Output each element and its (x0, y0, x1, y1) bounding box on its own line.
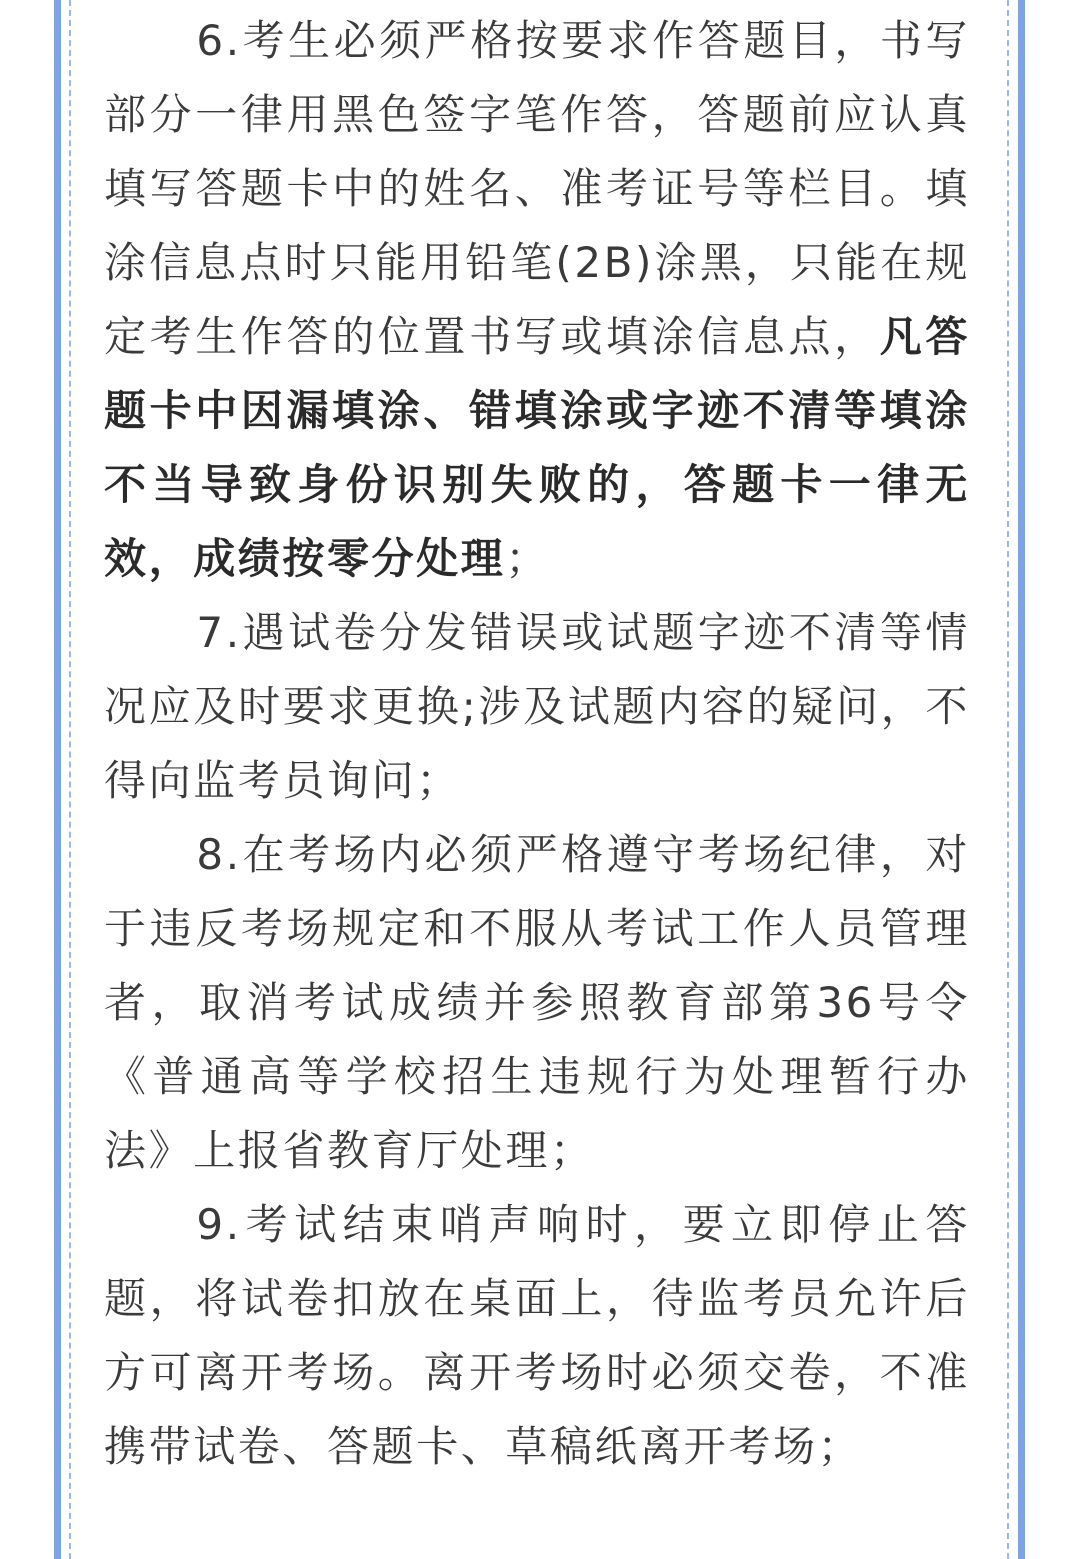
rule-6-text: 6.考生必须严格按要求作答题目，书写部分一律用黑色签字笔作答，答题前应认真填写答题卡中的姓名、准考证号等栏目。填涂信息点时只能用铅笔(2B)涂黑，只能在规定考生作答的位置书写或填涂信息点， (104, 16, 970, 361)
left-dashed-line (69, 0, 71, 1559)
rule-item-9: 9.考试结束哨声响时，要立即停止答题，将试卷扣放在桌面上，待监考员允许后方可离开考场。离开考场时必须交卷，不准携带试卷、答题卡、草稿纸离开考场； (104, 1200, 970, 1471)
left-border (54, 0, 61, 1559)
rule-6-bold-text: 凡答题卡中因漏填涂、错填涂或字迹不清等填涂不当导致身份识别失败的，答题卡一律无效，成绩按零分处理 (104, 312, 970, 583)
rule-item-7: 7.遇试卷分发错误或试题字迹不清等情况应及时要求更换;涉及试题内容的疑问，不得向监考员询问； (104, 608, 970, 805)
rules-content (104, 4, 970, 1484)
rule-item-6 (104, 4, 970, 596)
rule-6-end: ； (505, 534, 551, 583)
right-border (1018, 0, 1025, 1559)
rule-item-8: 8.在考场内必须严格遵守考场纪律，对于违反考场规定和不服从考试工作人员管理者，取消考试成绩并参照教育部第36号令《普通高等学校招生违规行为处理暂行办法》上报省教育厅处理； (104, 830, 970, 1175)
right-dashed-line (1007, 0, 1009, 1559)
